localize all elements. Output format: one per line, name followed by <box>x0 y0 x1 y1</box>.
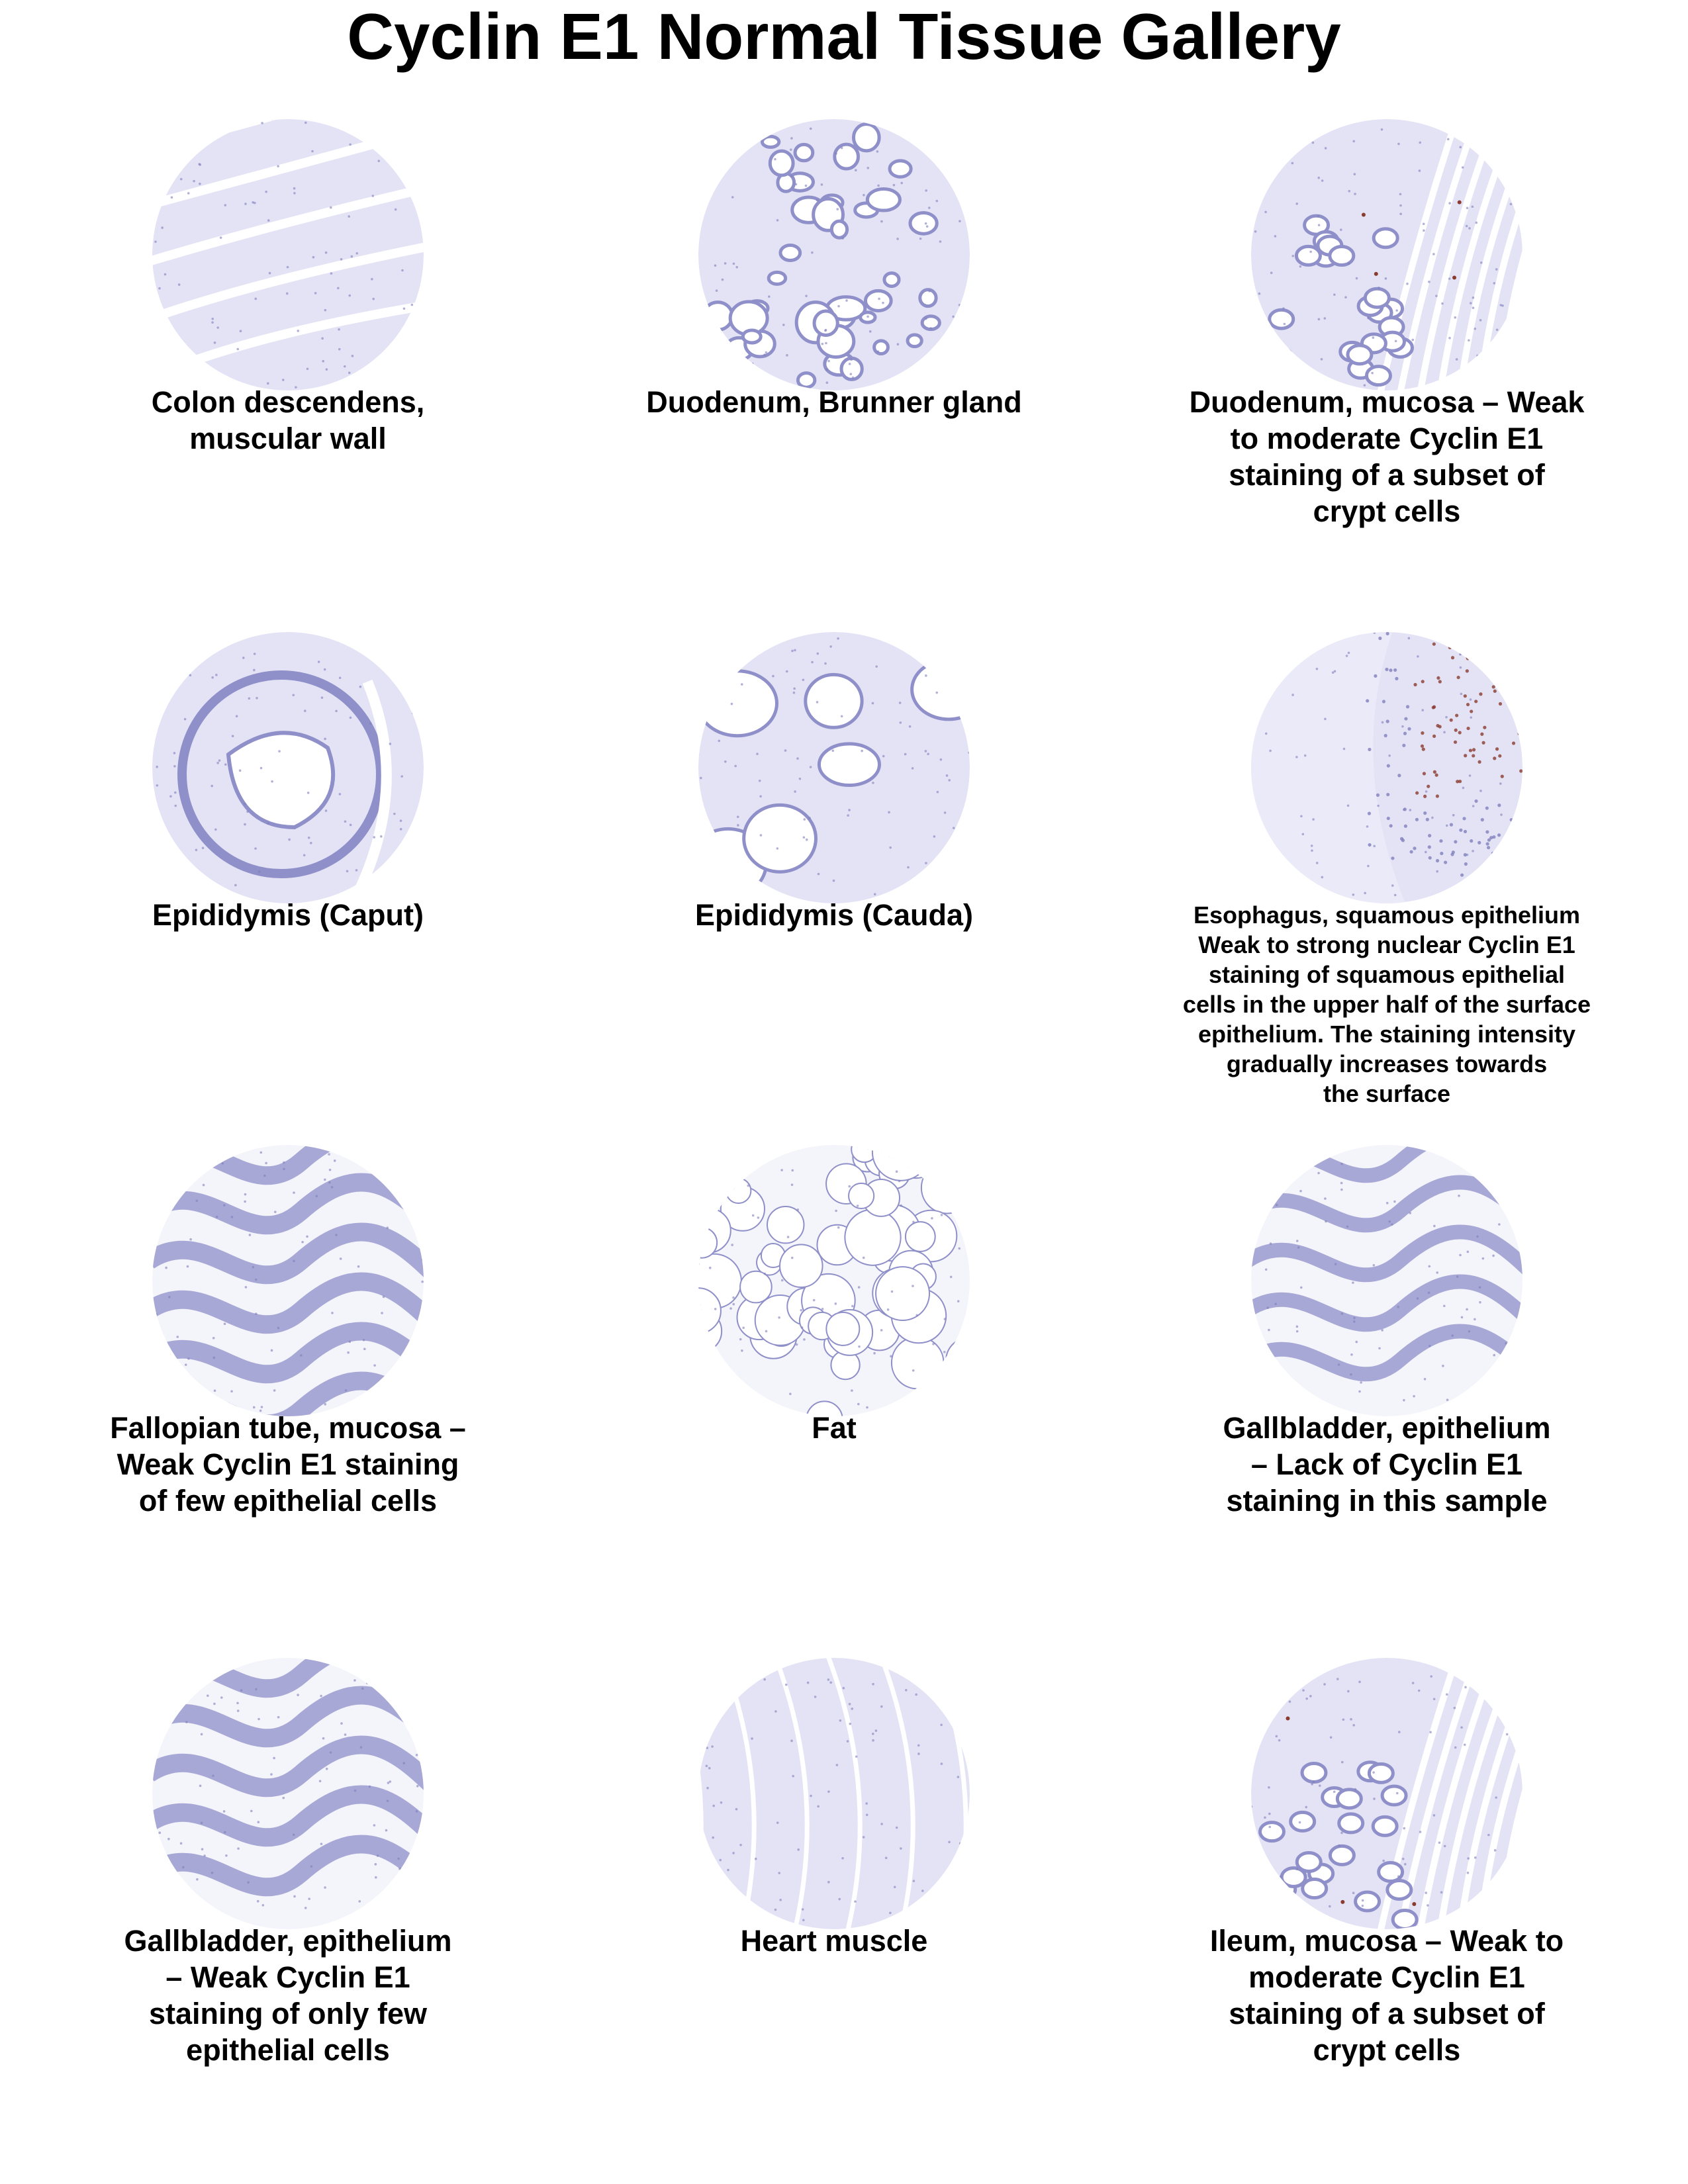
tissue-caption: Fat <box>812 1411 857 1445</box>
gallery-tile <box>36 1142 539 1645</box>
tissue-caption: Colon descendens, muscular wall <box>151 385 425 455</box>
gallery-tile <box>583 116 1086 619</box>
tissue-caption: Epididymis (Cauda) <box>694 898 974 932</box>
tissue-micrograph-image <box>695 1655 973 1933</box>
tissue-caption: Heart muscle <box>740 1924 928 1958</box>
tissue-caption: Duodenum, Brunner gland <box>646 385 1022 419</box>
tissue-micrograph-image <box>149 1655 427 1933</box>
tissue-micrograph-image <box>149 1142 427 1420</box>
gallery-tile <box>36 1655 539 2158</box>
tissue-micrograph-image <box>149 629 427 907</box>
gallery-tile <box>583 1142 1086 1645</box>
gallery-tile <box>1135 116 1638 619</box>
tissue-caption: Esophagus, squamous epithelium Weak to strong nuclear Cyclin E1 staining of squamous epithelial cells in the upper half of the surface epithelium. The staining intensity gradually increases towards the surface <box>1182 901 1591 1107</box>
gallery-tile <box>1135 1142 1638 1645</box>
gallery-tile <box>36 629 539 1132</box>
tissue-micrograph-image <box>149 116 427 394</box>
gallery-tile <box>583 629 1086 1132</box>
tissue-micrograph-image <box>695 1142 973 1420</box>
tissue-caption: Gallbladder, epithelium – Weak Cyclin E1 staining of only few epithelial cells <box>124 1924 452 2067</box>
tissue-caption: Gallbladder, epithelium – Lack of Cyclin E1 staining in this sample <box>1223 1411 1551 1518</box>
tissue-micrograph-image <box>1248 629 1526 907</box>
tissue-caption: Ileum, mucosa – Weak to moderate Cyclin E1 staining of a subset of crypt cells <box>1209 1924 1564 2067</box>
tissue-micrograph-image <box>695 116 973 394</box>
gallery-tile <box>36 116 539 619</box>
tissue-micrograph-image <box>695 629 973 907</box>
gallery-tile <box>1135 629 1638 1132</box>
gallery-tile <box>1135 1655 1638 2158</box>
tissue-caption: Duodenum, mucosa – Weak to moderate Cyclin E1 staining of a subset of crypt cells <box>1189 385 1585 528</box>
tissue-caption: Fallopian tube, mucosa – Weak Cyclin E1 staining of few epithelial cells <box>110 1411 466 1518</box>
tissue-micrograph-image <box>1248 116 1526 394</box>
tissue-micrograph-image <box>1248 1655 1526 1933</box>
tissue-micrograph-image <box>1248 1142 1526 1420</box>
gallery-tile <box>583 1655 1086 2158</box>
page-title: Cyclin E1 Normal Tissue Gallery <box>347 0 1341 73</box>
tissue-caption: Epididymis (Caput) <box>152 898 424 932</box>
